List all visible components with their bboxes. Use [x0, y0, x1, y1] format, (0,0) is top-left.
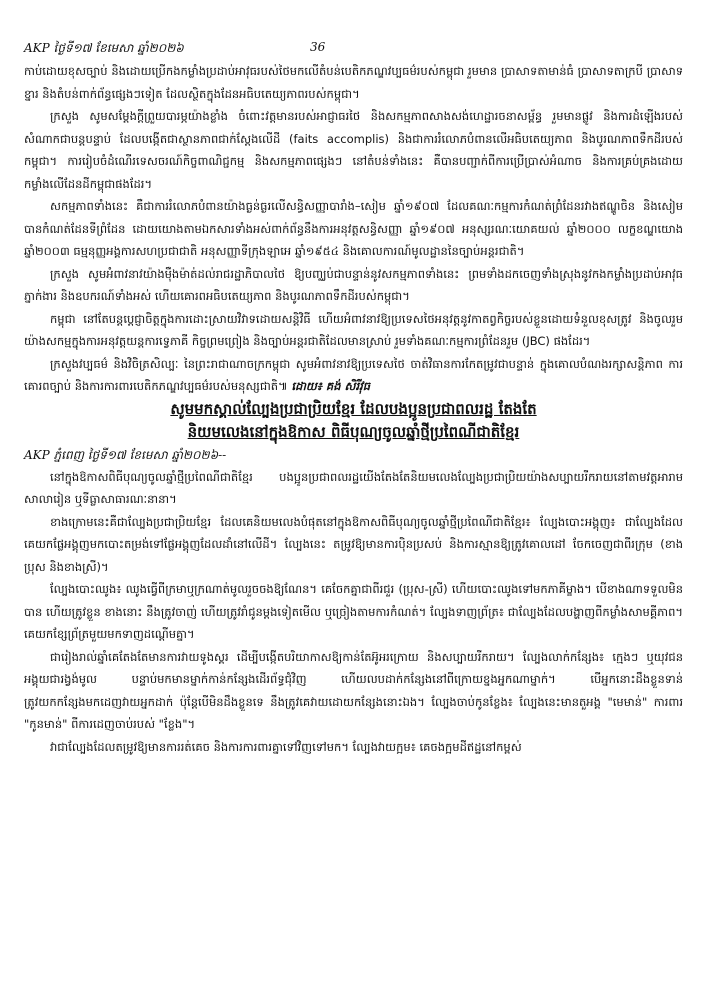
article-folk-games	[24, 398, 683, 759]
article-dateline: AKP ភ្នំពេញ ថ្ងៃទី១៧ ខែមេសា ឆ្នាំ២០២៦--	[24, 447, 227, 462]
paragraph: ខាងក្រោមនេះគឺជាល្បែងប្រជាប្រិយខ្មែរ ដែលគេនិយមលេងបំផុតនៅក្នុងឱកាសពិធីបុណ្យចូលឆ្នាំថ្មីប្រពៃណីជាតិខ្មែរ៖ ល្បែងបោះអង្គុញ៖ ជាល្បែងដែលគេយកផ្លែអង្គុញមកបោះតម្រង់ទៅផ្លែអង្គុញដែលដាំនៅលើដី។ ល្បែងនេះ តម្រូវឱ្យមានការប៉ិនប្រសប់ និងការស្មានឱ្យត្រូវគោលដៅ ចែកចេញជាពីរក្រុម (ខាងប្រុស និងខាងស្រី)។	[24, 514, 683, 574]
byline: ដោយ៖ គង់ សិរីវុធ	[291, 379, 371, 393]
headline	[24, 398, 683, 444]
paragraph: ក្រសួង សូមអំពាវនាវយ៉ាងម៉ឺងម៉ាត់ដល់រាជរដ្ឋាភិបាលថៃ ឱ្យបញ្ឈប់ជាបន្ទាន់នូវសកម្មភាពទាំងនេះ ព្រមទាំងដកចេញទាំងស្រុងនូវកងកម្លាំងប្រដាប់អាវុធ ភ្នាក់ងារ និងឧបករណ៍ទាំងអស់ ហើយគោរពអធិបតេយ្យភាព និងបូរណភាពទឹកដីរបស់កម្ពុជា។	[24, 266, 683, 303]
page-header	[24, 40, 683, 56]
headline-line-1: សូមមកស្គាល់ល្បែងប្រជាប្រិយខ្មែរ ដែលបងប្អូនប្រជាពលរដ្ឋ តែងតែ	[170, 399, 537, 418]
paragraph: ក្រសួង សូមសម្ដែងក្ដីព្រួយបារម្ភយ៉ាងខ្លាំង ចំពោះវត្តមានរបស់អាជ្ញាធរថៃ និងសកម្មភាពសាងសង់ហេដ្ឋារចនាសម្ព័ន្ធ រួមមានផ្លូវ និងការដំឡើងរបស់សំណាកជាបន្តបន្ទាប់ ដែលបង្កើតជាស្ថានភាពជាក់ស្តែងលើដី (faits accomplis) និងជាការរំលោភបំពានលើអធិបតេយ្យភាព និងបូរណភាពទឹកដីរបស់កម្ពុជា។ ការរៀបចំដំណើរទេសចរណ៍កិច្ចពាណិជ្ជកម្ម និងសកម្មភាពផ្សេងៗ នៅតំបន់ទាំងនេះ គឺបានបញ្ជាក់ពីការប្រើប្រាស់អំណាច និងការគ្រប់គ្រងដោយកម្លាំងលើដែនដីកម្ពុជាផងដែរ។	[24, 109, 683, 191]
header-dateline: AKP ថ្ងៃទី១៧ ខែមេសា ឆ្នាំ២០២៦	[24, 41, 184, 55]
paragraph-with-byline	[24, 353, 683, 398]
paragraph: វាជាល្បែងដែលតម្រូវឱ្យមានការរត់គេច និងការការពារគ្នាទៅវិញទៅមក។ ល្បែងវាយក្អម៖ គេចងក្អមដីឥដ្ឋនៅកម្ពស់	[50, 739, 522, 754]
paragraph-text: ក្រសួងវប្បធម៌ និងវិចិត្រសិល្បៈ នៃព្រះរាជាណាចក្រកម្ពុជា សូមអំពាវនាវឱ្យប្រទេសថៃ ចាត់វិធានការកែតម្រូវជាបន្ទាន់ ក្នុងគោលបំណងរក្សាសន្តិភាព ការគោរពច្បាប់ និងការការពារបេតិកភណ្ឌវប្បធម៌របស់មនុស្សជាតិ៕	[24, 356, 683, 393]
article-cultural-heritage	[24, 60, 683, 398]
paragraph: នៅក្នុងឱកាសពិធីបុណ្យចូលឆ្នាំថ្មីប្រពៃណីជាតិខ្មែរ បងប្អូនប្រជាពលរដ្ឋយើងតែងតែនិយមលេងល្បែងប្រជាប្រិយយ៉ាងសប្បាយរីករាយនៅតាមវត្តអារាម សាលារៀន ឬទីធ្លាសាធារណៈនានា។	[24, 469, 683, 506]
paragraph: កម្ពុជា នៅតែបន្តប្ដេជ្ញាចិត្តក្នុងការដោះស្រាយវិវាទដោយសន្តិវិធី ហើយអំពាវនាវឱ្យប្រទេសថៃអនុវត្តនូវកាតព្វកិច្ចរបស់ខ្លួនដោយទំនួលខុសត្រូវ និងចូលរួមយ៉ាងសកម្មក្នុងការអនុវត្តយន្តការទ្វេភាគី កិច្ចព្រមព្រៀង និងច្បាប់អន្តរជាតិដែលមានស្រាប់ រួមទាំងគណៈកម្មការព្រំដែនរួម (JBC) ផងដែរ។	[24, 311, 683, 348]
paragraph: ល្បែងបោះឈូង៖ ឈូងធ្វើពីក្រមាឬក្រណាត់មូលរួចចងឱ្យណែន។ គេចែកគ្នាជាពីរជួរ (ប្រុស-ស្រី) ហើយបោះឈូងទៅមកភាគីម្ខាង។ បើខាងណាទទួលមិនបាន ហើយត្រូវខ្លួន ខាងនោះ នឹងត្រូវចាញ់ ហើយត្រូវរាំជូនម្ដងទៀតមើល ឬច្រៀងតាមការកំណត់។ ល្បែងទាញព្រ័ត្រ៖ ជាល្បែងដែលបង្ហាញពីកម្លាំងសាមគ្គីភាព។ គេយកខ្សែព្រ័ត្រមួយមកទាញដណ្ដើមគ្នា។	[24, 582, 683, 641]
paragraph: កាប់ដោយខុសច្បាប់ និងដោយប្រើកងកម្លាំងប្រដាប់អាវុធរបស់ថៃមកលើតំបន់បេតិកភណ្ឌវប្បធម៌របស់កម្ពុជា រួមមាន ប្រាសាទតាមាន់ធំ ប្រាសាទតាក្របី ប្រាសាទខ្នារ និងតំបន់ពាក់ព័ន្ធផ្សេងៗទៀត ដែលស្ថិតក្នុងដែនអធិបតេយ្យភាពរបស់កម្ពុជា។	[24, 64, 683, 101]
page-number: 36	[310, 40, 326, 54]
paragraph: ជារៀងរាល់ឆ្នាំគេតែងតែមានការវាយទូងស្គរ ដើម្បីបង្កើតបរិយាកាសឱ្យកាន់តែអ៊ូអរក្រោយ និងសប្បាយរីករាយ។ ល្បែងលាក់កន្សែង៖ ក្មេងៗ ឬយុវជនអង្គុយជារង្វង់មូល បន្ទាប់មកមានម្នាក់កាន់កន្សែងដើរព័ទ្ធជុំវិញ ហើយលបដាក់កន្សែងនៅពីក្រោយខ្នងអ្នកណាម្នាក់។ បើអ្នកនោះដឹងខ្លួនទាន់ ត្រូវយកកន្សែងមកដេញវាយអ្នកដាក់ ប៉ុន្តែបើមិនដឹងខ្លួនទេ នឹងត្រូវគេវាយដោយកន្សែងនោះឯង។ ល្បែងចាប់កូនខ្លែង៖ ល្បែងនេះមានតួអង្គ "មេមាន់" ការពារ "កូនមាន់" ពីការដេញចាប់របស់ "ខ្លែង"។	[24, 649, 683, 731]
paragraph: សកម្មភាពទាំងនេះ គឺជាការរំលោភបំពានយ៉ាងធ្ងន់ធ្ងរលើសន្ធិសញ្ញាបារាំង–សៀម ឆ្នាំ១៩០៧ ដែលគណៈកម្មការកំណត់ព្រំដែនរវាងឥណ្ឌូចិន និងសៀមបានកំណត់ដែនទីព្រំដែន ដោយយោងតាមឯកសារទាំងអស់ពាក់ព័ន្ធនឹងការអនុវត្តសន្ធិសញ្ញា ឆ្នាំ១៩០៧ អនុស្សរណៈយោគយល់ ឆ្នាំ២០០០ លក្ខខណ្ឌយោង ឆ្នាំ២០០៣ ធម្មនុញ្ញអង្គការសហប្រជាជាតិ អនុសញ្ញាទីក្រុងឡាអេ ឆ្នាំ១៩៥៤ និងគោលការណ៍មូលដ្ឋាននៃច្បាប់អន្តរជាតិ។	[24, 199, 683, 258]
headline-line-2: និយមលេងនៅក្នុងឱកាស ពិធីបុណ្យចូលឆ្នាំថ្មីប្រពៃណីជាតិខ្មែរ	[187, 422, 520, 441]
